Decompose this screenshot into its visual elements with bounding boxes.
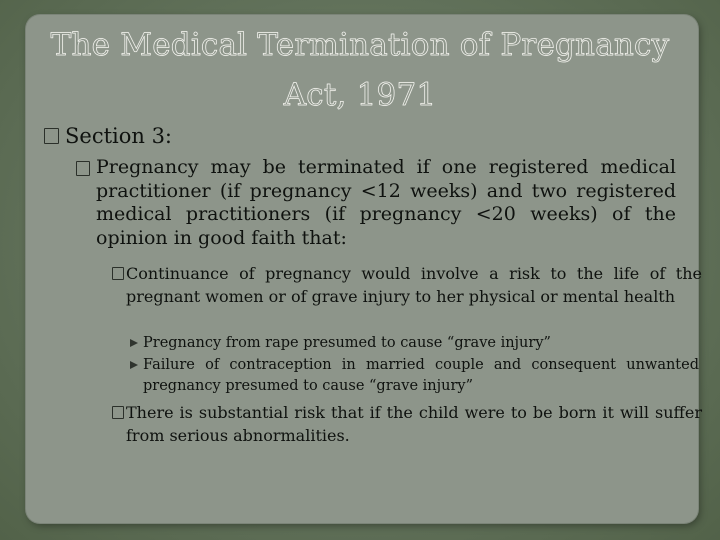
section-label: Section 3: [65, 124, 173, 148]
section-heading [44, 122, 172, 150]
condition-item [112, 262, 702, 308]
sub-point-item [130, 333, 702, 354]
condition-text: Continuance of pregnancy would involve a risk to the life of the pregnant women or of grave injury to her physical or mental health [126, 264, 702, 306]
sub-point-item [130, 355, 702, 397]
square-bullet-icon [112, 406, 124, 419]
section-intro-text: Pregnancy may be terminated if one registered medical practitioner (if pregnancy <12 weeks) and two registered medical practitioners (if pregnancy <20 weeks) of the opinion in good faith that: [96, 156, 676, 249]
arrow-bullet-icon [130, 339, 138, 347]
condition-text: There is substantial risk that if the child were to be born it will suffer from serious abnormalities. [126, 403, 702, 445]
section-intro [76, 156, 676, 250]
title-line-2: Act, 1971 [283, 77, 437, 113]
condition-item [112, 401, 702, 447]
square-bullet-icon [44, 128, 59, 144]
square-bullet-icon [112, 267, 124, 280]
sub-point-text: Pregnancy from rape presumed to cause “grave injury” [143, 335, 551, 351]
sub-point-text: Failure of contraception in married couple and consequent unwanted pregnancy presumed to cause “grave injury” [143, 357, 699, 394]
title-line-1: The Medical Termination of Pregnancy [50, 27, 670, 63]
square-bullet-icon [76, 161, 90, 176]
arrow-bullet-icon [130, 361, 138, 369]
